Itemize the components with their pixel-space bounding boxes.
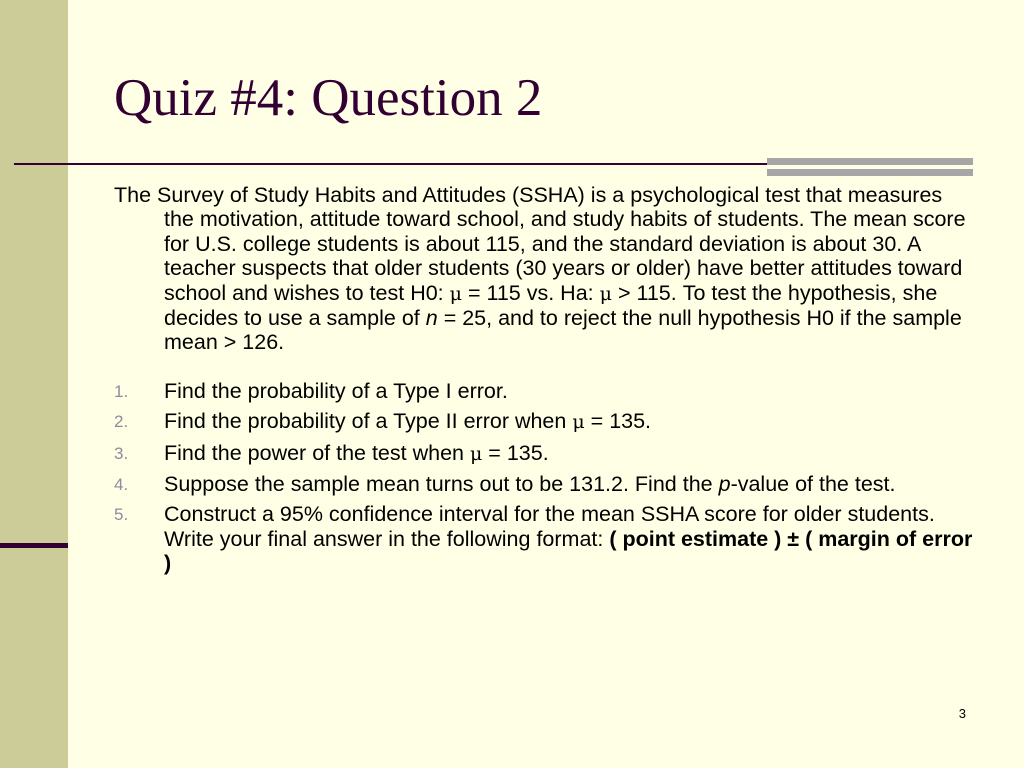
intro-text-1: The Survey of Study Habits and Attitudes (SSHA) is a psychological test that measures the motivation, attitude toward school, and study habits of students. The mean score for U.S. college students is about 115, and the standard deviation is about 30. A teacher suspects that older students (30 years or older) have better attitudes toward school and wishes to test H0: [114,183,966,305]
list-item-text: Find the probability of a Type II error when [164,409,573,434]
mu-symbol: μ [469,442,483,465]
mu-symbol: μ [599,282,612,305]
list-item [114,441,974,466]
intro-text-3: > 115. To test the hypothesis, she decides to use a sample of [164,280,938,331]
mu-symbol: μ [449,282,462,305]
slide-title: Quiz #4: Question 2 [114,69,543,127]
answer-format: ( point estimate ) ± ( margin of error ) [164,526,973,576]
accent-band-top [767,158,973,165]
list-item-text: = 135. [482,440,549,465]
list-item-text: Find the probability of a Type I error. [164,378,508,403]
list-item [114,472,974,496]
problem-statement [114,183,974,355]
list-item-number: 3. [114,443,129,463]
question-list [114,379,974,576]
accent-bar [767,158,973,178]
left-decorative-bar [0,0,68,768]
list-item [114,379,974,403]
list-item-text: = 135. [584,409,652,434]
left-bar-divider [0,543,68,548]
mu-symbol: μ [572,411,585,434]
slide-body [114,183,974,582]
n-variable: n [425,306,438,331]
list-item [114,409,974,434]
accent-band-bottom [767,169,973,176]
page-number: 3 [958,706,966,721]
list-item-number: 5. [114,505,129,525]
list-item-number: 1. [114,381,129,401]
list-item-text: Construct a 95% confidence interval for the mean SSHA score for older students. Write your final answer in the following format: [164,502,935,551]
list-item-number: 4. [114,475,129,495]
intro-text-4: = 25, and to reject the null hypothesis H0 if the sample mean > 126. [164,306,962,355]
list-item [114,502,974,575]
list-item-text: -value of the test. [730,472,896,497]
intro-text-2: = 115 vs. Ha: [461,280,600,305]
list-item-text: Find the power of the test when [164,440,470,465]
list-item-text: Suppose the sample mean turns out to be 131.2. Find the [164,472,719,497]
p-variable: p [718,472,731,497]
list-item-number: 2. [114,412,129,432]
